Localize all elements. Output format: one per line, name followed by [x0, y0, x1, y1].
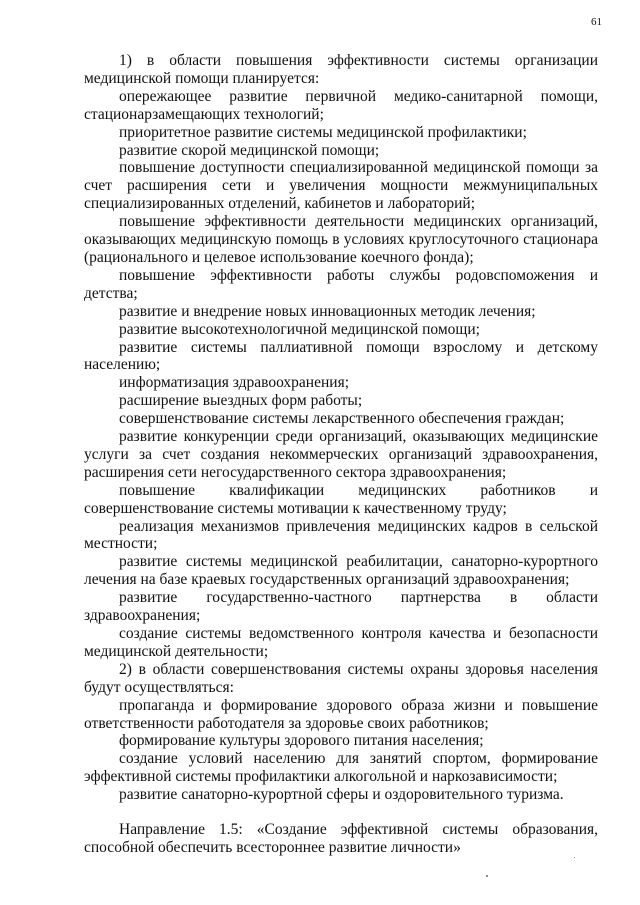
list-item: 2) в области совершенствования системы охраны здоровья населения будут осуществляться: — [84, 660, 598, 696]
section-heading: Направление 1.5: «Создание эффективной системы образования, способной обеспечить всестороннее развитие личности» — [84, 821, 598, 856]
document-body — [84, 52, 598, 857]
list-item: повышение эффективности работы службы родовспоможения и детства; — [84, 266, 598, 302]
list-item: повышение эффективности деятельности медицинских организаций, оказывающих медицинскую помощь в условиях круглосуточного стационара (рационального и целевое использование коечного фонда); — [84, 213, 598, 266]
list-item: 1) в области повышения эффективности системы организации медицинской помощи планируется: — [84, 52, 598, 87]
page-number: 61 — [591, 16, 602, 28]
list-item: формирование культуры здорового питания населения; — [119, 732, 484, 750]
list-item: развитие конкуренции среди организаций, оказывающих медицинские услуги за счет создания некоммерческих организаций здравоохранения, расширения сети негосударственного сектора здравоохранения; — [84, 428, 598, 481]
list-item: развитие системы паллиативной помощи взрослому и детскому населению; — [84, 338, 598, 374]
list-item: развитие и внедрение новых инновационных методик лечения; — [119, 302, 536, 320]
list-item: создание условий населению для занятий спортом, формирование эффективной системы профилактики алкогольной и наркозависимости; — [84, 750, 598, 786]
list-item: повышение квалификации медицинских работников и совершенствование системы мотивации к качественному труду; — [84, 481, 598, 517]
scan-dot-mark — [486, 875, 488, 877]
list-item: информатизация здравоохранения; — [119, 374, 350, 392]
list-item: развитие скорой медицинской помощи; — [119, 141, 380, 159]
list-item: развитие высокотехнологичной медицинской помощи; — [119, 320, 480, 338]
list-item: развитие системы медицинской реабилитации, санаторно-курортного лечения на базе краевых государственных организаций здравоохранения; — [84, 553, 598, 589]
scan-dot-mark — [574, 857, 575, 858]
list-item: повышение доступности специализированной медицинской помощи за счет расширения сети и увеличения мощности межмуниципальных специализированных отделений, кабинетов и лабораторий; — [84, 159, 598, 213]
list-item: совершенствование системы лекарственного обеспечения граждан; — [119, 410, 565, 428]
list-item: расширение выездных форм работы; — [119, 392, 363, 410]
list-item: развитие санаторно-курортной сферы и оздоровительного туризма. — [119, 786, 564, 804]
list-item: опережающее развитие первичной медико-санитарной помощи, стационарзамещающих технологий; — [84, 87, 598, 123]
list-item: создание системы ведомственного контроля качества и безопасности медицинской деятельности; — [84, 625, 598, 660]
list-item: реализация механизмов привлечения медицинских кадров в сельской местности; — [84, 517, 598, 553]
list-item: пропаганда и формирование здорового образа жизни и повышение ответственности работодателя за здоровье своих работников; — [84, 696, 598, 732]
list-item: развитие государственно-частного партнерства в области здравоохранения; — [84, 589, 598, 625]
list-item: приоритетное развитие системы медицинской профилактики; — [119, 123, 527, 141]
